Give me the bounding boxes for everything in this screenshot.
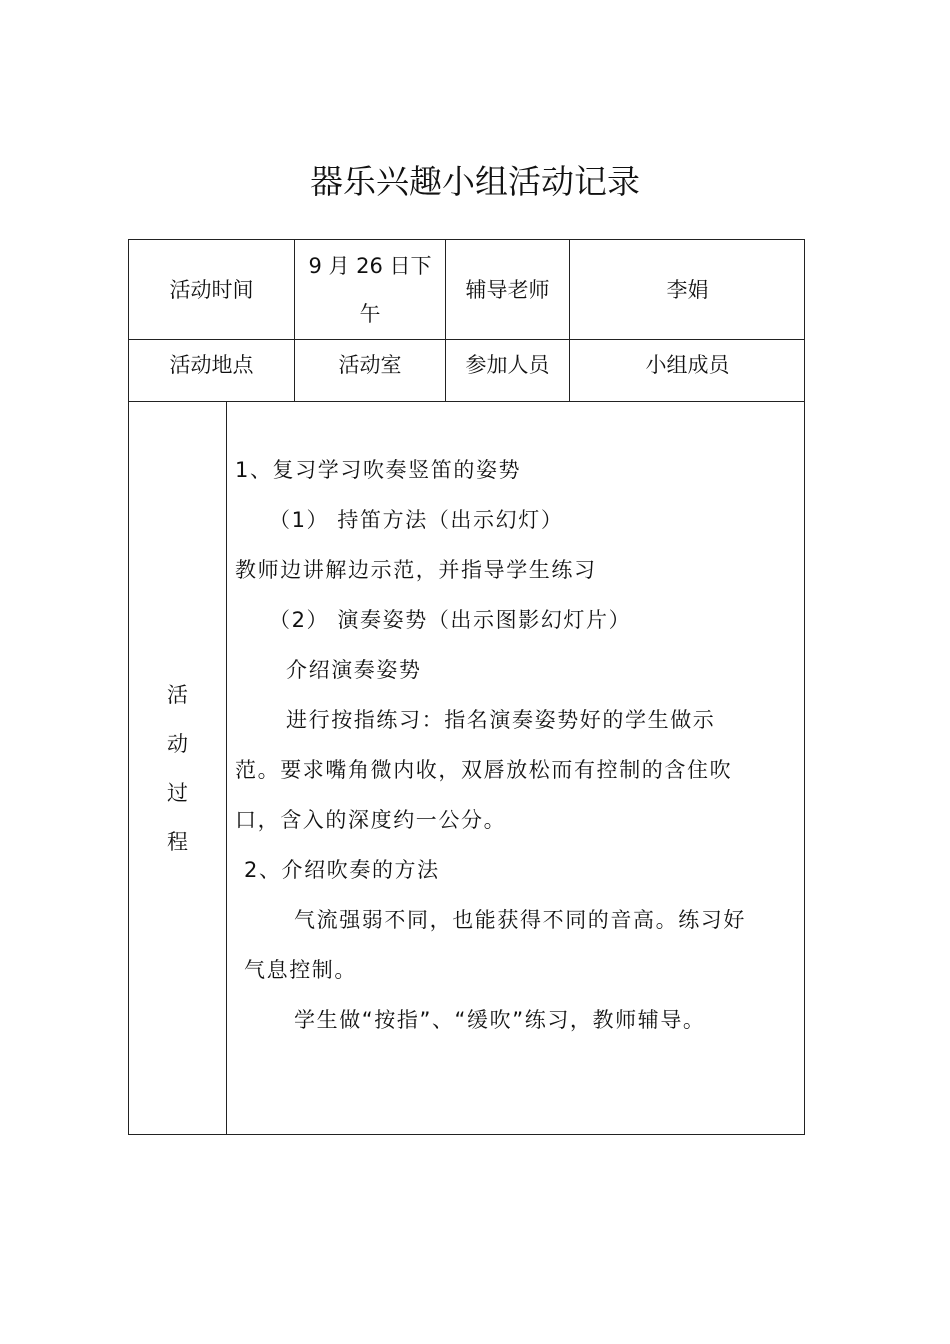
process-line: 口，含入的深度约一公分。: [235, 808, 507, 832]
teacher-label-cell: [446, 240, 569, 339]
place-value-cell: [295, 340, 445, 390]
time-label-cell: [129, 240, 294, 339]
teacher-value: 李娟: [666, 277, 709, 302]
teacher-label: 辅导老师: [465, 277, 550, 302]
participants-value: 小组成员: [645, 353, 730, 377]
place-label-cell: [129, 340, 294, 390]
time-label: 活动时间: [169, 277, 254, 302]
time-value-line2: 午: [359, 301, 381, 326]
process-line: 范。要求嘴角微内收，双唇放松而有控制的含住吹: [235, 758, 733, 782]
process-line: 1、复习学习吹奏竖笛的姿势: [235, 458, 522, 482]
place-value: 活动室: [338, 353, 402, 377]
process-line: 介绍演奏姿势: [286, 658, 422, 682]
participants-value-cell: [570, 340, 805, 390]
process-label-char: 动: [167, 731, 188, 756]
process-label: [129, 402, 226, 1135]
process-label-char: 过: [167, 780, 188, 805]
participants-label: 参加人员: [465, 353, 550, 377]
place-label: 活动地点: [169, 353, 254, 377]
process-label-char: 活: [167, 682, 188, 707]
time-value-line1: 9 月 26 日下: [308, 253, 432, 278]
activity-record-table: [128, 239, 805, 1135]
process-label-char: 程: [167, 829, 188, 854]
process-line: 教师边讲解边示范，并指导学生练习: [235, 558, 597, 582]
teacher-value-cell: [570, 240, 805, 339]
time-value-cell: [295, 240, 445, 339]
process-content: [227, 402, 805, 1135]
process-line: 气息控制。: [244, 958, 357, 982]
page-title: 器乐兴趣小组活动记录: [310, 162, 640, 201]
participants-label-cell: [446, 340, 569, 390]
process-line: 进行按指练习：指名演奏姿势好的学生做示: [286, 708, 716, 732]
process-line: 2、介绍吹奏的方法: [244, 858, 440, 882]
process-line: 气流强弱不同，也能获得不同的音高。练习好: [294, 908, 746, 932]
process-line: （2） 演奏姿势（出示图影幻灯片）: [269, 608, 632, 632]
process-line: （1） 持笛方法（出示幻灯）: [269, 508, 564, 532]
process-line: 学生做“按指”、“缓吹”练习，教师辅导。: [294, 1008, 706, 1032]
